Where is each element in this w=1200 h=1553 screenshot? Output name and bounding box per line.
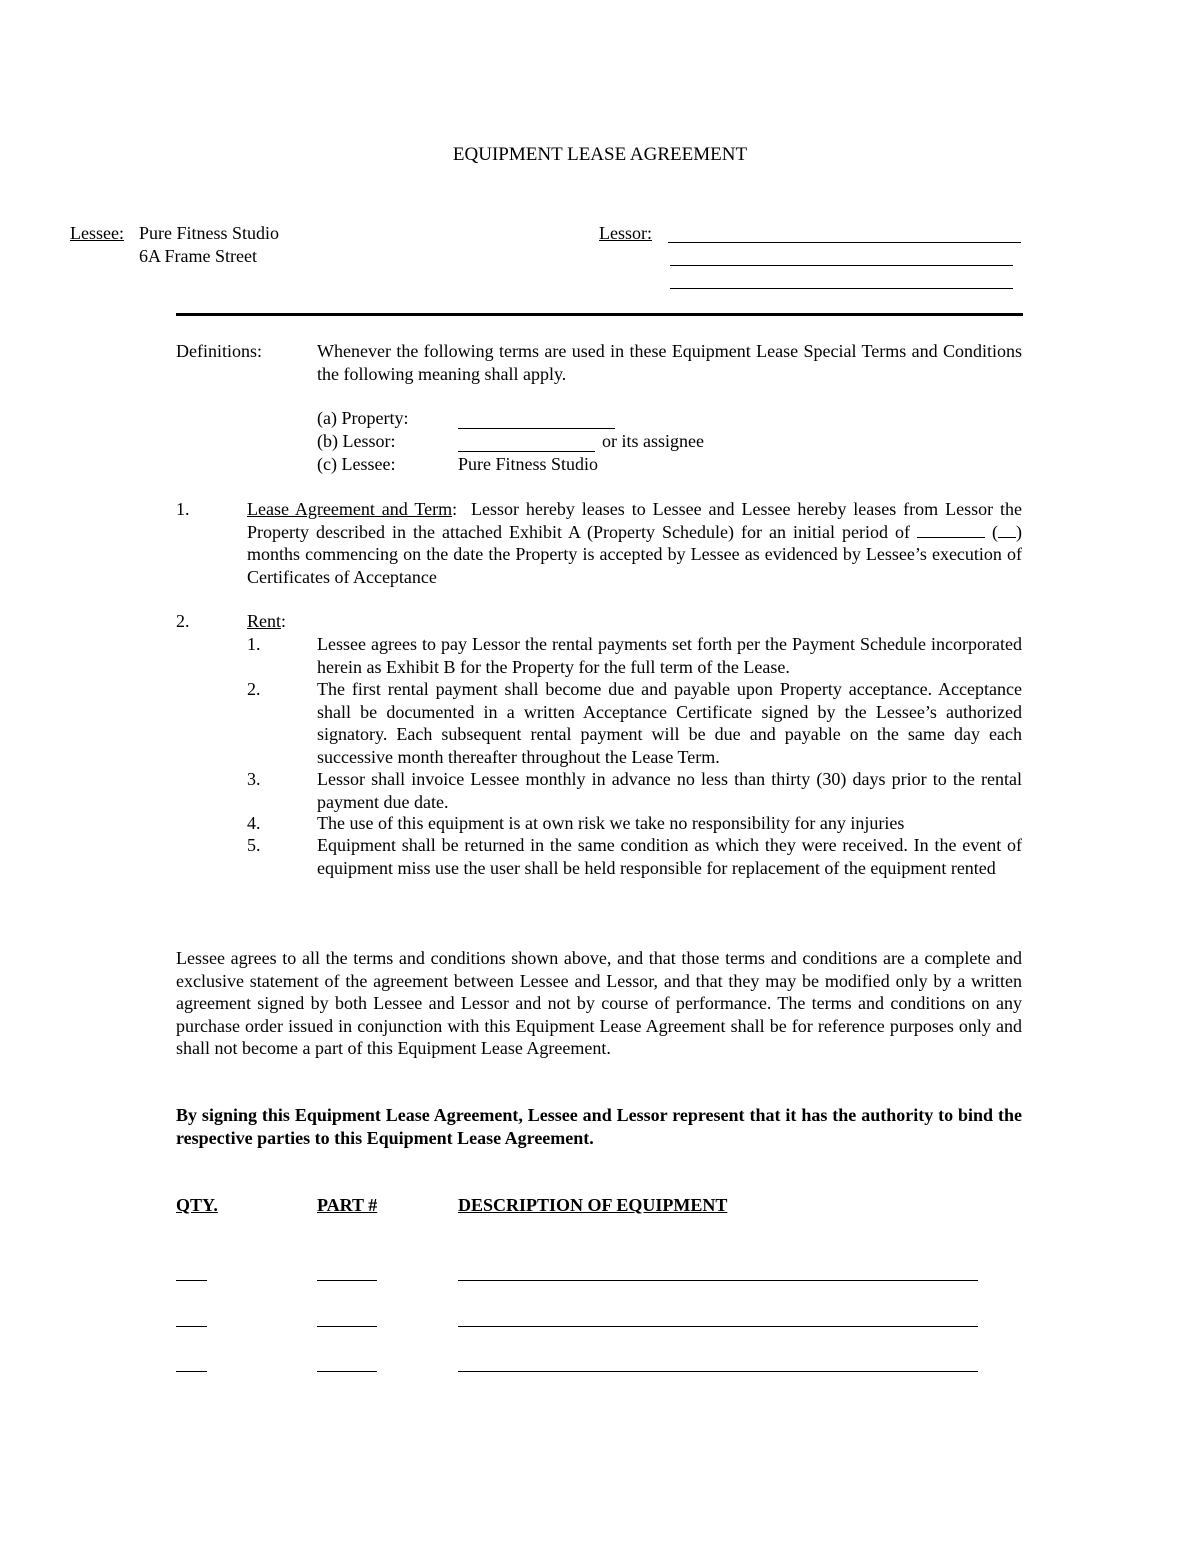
rent-item-number: 3. [247,769,261,789]
definitions-label: Definitions: [176,341,262,361]
section-1-number: 1. [176,499,190,519]
lessor-name-blank[interactable] [668,242,1021,243]
definition-property-label: (a) Property: [317,408,409,428]
term-words-blank[interactable] [917,523,985,538]
section-2-heading: Rent: [247,611,287,631]
qty-blank[interactable] [176,1280,207,1281]
part-column-header: PART # [317,1195,378,1215]
definition-property-blank[interactable] [458,428,615,429]
rent-item-text: The first rental payment shall become due and payable upon Property acceptance. Acceptance shall be documented in a written Acceptance Certificate signed by the Lessee’s authorized signatory. Each subsequent rental payment will be due and payable on the same day each successive month thereafter throughout the Lease Term. [317,679,1022,767]
agreement-paragraph: Lessee agrees to all the terms and conditions shown above, and that those terms and conditions are a complete and exclusive statement of the agreement between Lessee and Lessor, and that they may be modified only by a written agreement signed by both Lessee and Lessor and not by course of performance. The terms and conditions on any purchase order issued in conjunction with this Equipment Lease Agreement shall be for reference purposes only and shall not become a part of this Equipment Lease Agreement. [176,948,1022,1059]
section-1-text-b: months commencing on the date the Property is accepted by Lessee as evidenced by Lessee’s execution of Certificates of Acceptance [247,544,1022,587]
part-blank[interactable] [317,1326,377,1327]
definition-lessor-label: (b) Lessor: [317,431,396,451]
signing-statement: By signing this Equipment Lease Agreement, Lessee and Lessor represent that it has the authority to bind the respective parties to this Equipment Lease Agreement. [176,1105,1022,1148]
rent-item-text: Equipment shall be returned in the same condition as which they were received. In the event of equipment miss use the user shall be held responsible for replacement of the equipment rented [317,835,1022,878]
section-1-paragraph: Lease Agreement and Term: Lessor hereby leases to Lessee and Lessee hereby leases from Lessor the Property described in the attached Exhibit A (Property Schedule) for an initial period of ( ) months commencing on the date the Property is accepted by Lessee as evidenced by Lessee’s execution of Certificates of Acceptance [247,499,1023,587]
rent-item-text: Lessor shall invoice Lessee monthly in advance no less than thirty (30) days prior to the rental payment due date. [317,769,1022,812]
description-blank[interactable] [458,1371,978,1372]
description-column-header: DESCRIPTION OF EQUIPMENT [458,1195,728,1215]
lessor-address-blank-1[interactable] [670,265,1013,266]
rent-item-number: 4. [247,813,261,833]
term-number-blank[interactable] [998,523,1016,538]
part-blank[interactable] [317,1280,377,1281]
rent-item-number: 5. [247,835,261,855]
lessor-label: Lessor: [599,223,652,243]
lessee-address: 6A Frame Street [139,246,257,266]
definition-lessee-label: (c) Lessee: [317,454,396,474]
part-blank[interactable] [317,1371,377,1372]
rent-item-text: Lessee agrees to pay Lessor the rental payments set forth per the Payment Schedule incorporated herein as Exhibit B for the Property for the full term of the Lease. [317,634,1022,677]
section-1-heading: Lease Agreement and Term [247,499,453,519]
section-2-number: 2. [176,611,190,631]
definition-lessor-blank[interactable] [458,451,595,452]
qty-column-header: QTY. [176,1195,218,1215]
lessee-name: Pure Fitness Studio [139,223,280,243]
rent-item-number: 1. [247,634,261,654]
definition-lessor-value: or its assignee [602,431,704,451]
section-1-text-a: Lessor hereby leases to Lessee and Lessee hereby leases from Lessor the Property described in the attached Exhibit A (Property Schedule) for an initial period of [247,499,1022,542]
rent-item-number: 2. [247,679,261,699]
lessee-label: Lessee: [70,223,124,243]
header-divider [176,313,1023,316]
qty-blank[interactable] [176,1326,207,1327]
lessor-address-blank-2[interactable] [670,288,1013,289]
rent-item-text: The use of this equipment is at own risk we take no responsibility for any injuries [317,813,905,833]
description-blank[interactable] [458,1326,978,1327]
definition-lessee-value: Pure Fitness Studio [458,454,599,474]
definitions-intro: Whenever the following terms are used in these Equipment Lease Special Terms and Conditions the following meaning shall apply. [317,341,1022,384]
qty-blank[interactable] [176,1371,207,1372]
document-title: EQUIPMENT LEASE AGREEMENT [452,144,748,165]
description-blank[interactable] [458,1280,978,1281]
